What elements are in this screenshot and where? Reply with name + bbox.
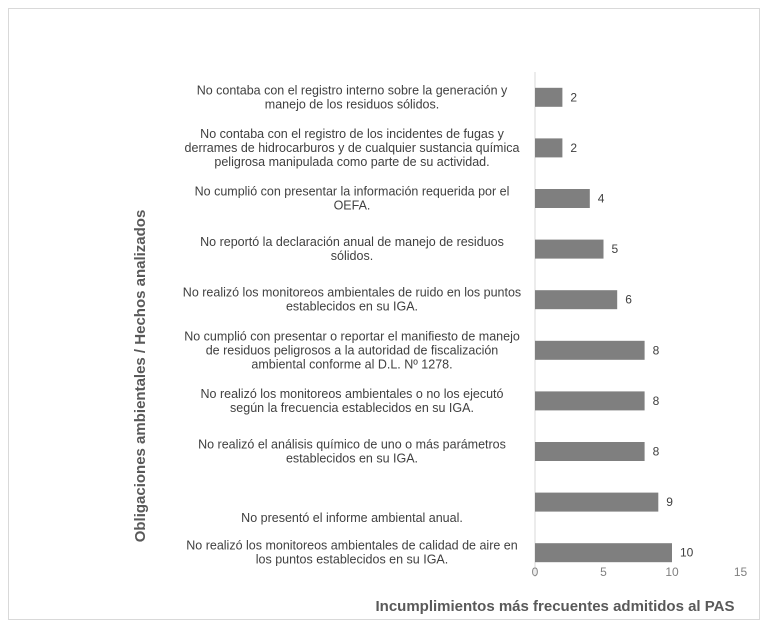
data-label-5: 8 bbox=[652, 343, 660, 358]
data-label-2: 4 bbox=[597, 191, 605, 206]
bar-5 bbox=[535, 341, 645, 360]
category-label-1: No contaba con el registro de los incidentes de fugas y derrames de hidrocarburos y de cualquier sustancia química peligrosa manipulada como parte de su actividad. bbox=[184, 126, 520, 169]
bar-7 bbox=[535, 442, 645, 461]
data-label-9: 10 bbox=[680, 545, 694, 560]
bar-4 bbox=[535, 290, 617, 309]
category-label-8: No presentó el informe ambiental anual. bbox=[241, 511, 463, 526]
data-label-1: 2 bbox=[570, 140, 578, 155]
category-label-9: No realizó los monitoreos ambientales de calidad de aire en los puntos establecidos en su IGA. bbox=[186, 538, 518, 567]
bar-8 bbox=[535, 493, 658, 512]
bar-0 bbox=[535, 88, 562, 107]
category-label-6: No realizó los monitoreos ambientales o no los ejecutó según la frecuencia establecidos en su IGA. bbox=[200, 386, 504, 415]
category-label-5: No cumplió con presentar o reportar el manifiesto de manejo de residuos peligrosos a la autoridad de fiscalización ambiental conforme al D.L. Nº 1278. bbox=[184, 329, 520, 372]
x-tick-label-2: 10 bbox=[665, 565, 679, 579]
data-label-3: 5 bbox=[611, 242, 619, 257]
x-tick-label-1: 5 bbox=[600, 565, 607, 579]
category-label-7: No realizó el análisis químico de uno o más parámetros establecidos en su IGA. bbox=[198, 437, 506, 466]
x-tick-label-3: 15 bbox=[733, 565, 748, 579]
data-label-8: 9 bbox=[666, 495, 673, 510]
category-label-0: No contaba con el registro interno sobre la generación y manejo de los residuos sólidos. bbox=[196, 83, 508, 112]
bar-2 bbox=[535, 189, 590, 208]
bar-9 bbox=[535, 543, 672, 562]
category-label-3: No reportó la declaración anual de manejo de residuos sólidos. bbox=[200, 235, 504, 264]
bar-1 bbox=[535, 138, 562, 157]
category-label-4: No realizó los monitoreos ambientales de ruido en los puntos establecidos en su IGA. bbox=[182, 285, 522, 314]
x-axis-title: Incumplimientos más frecuentes admitidos al PAS bbox=[375, 598, 735, 615]
data-label-0: 2 bbox=[570, 90, 578, 105]
bar-6 bbox=[535, 391, 645, 410]
data-label-6: 8 bbox=[652, 393, 660, 408]
category-label-2: No cumplió con presentar la información requerida por el OEFA. bbox=[194, 184, 510, 213]
data-label-4: 6 bbox=[625, 292, 632, 307]
data-label-7: 8 bbox=[652, 444, 660, 459]
x-tick-label-0: 0 bbox=[531, 565, 539, 579]
y-axis-title: Obligaciones ambientales / Hechos analizados bbox=[132, 209, 149, 543]
bar-3 bbox=[535, 240, 604, 259]
